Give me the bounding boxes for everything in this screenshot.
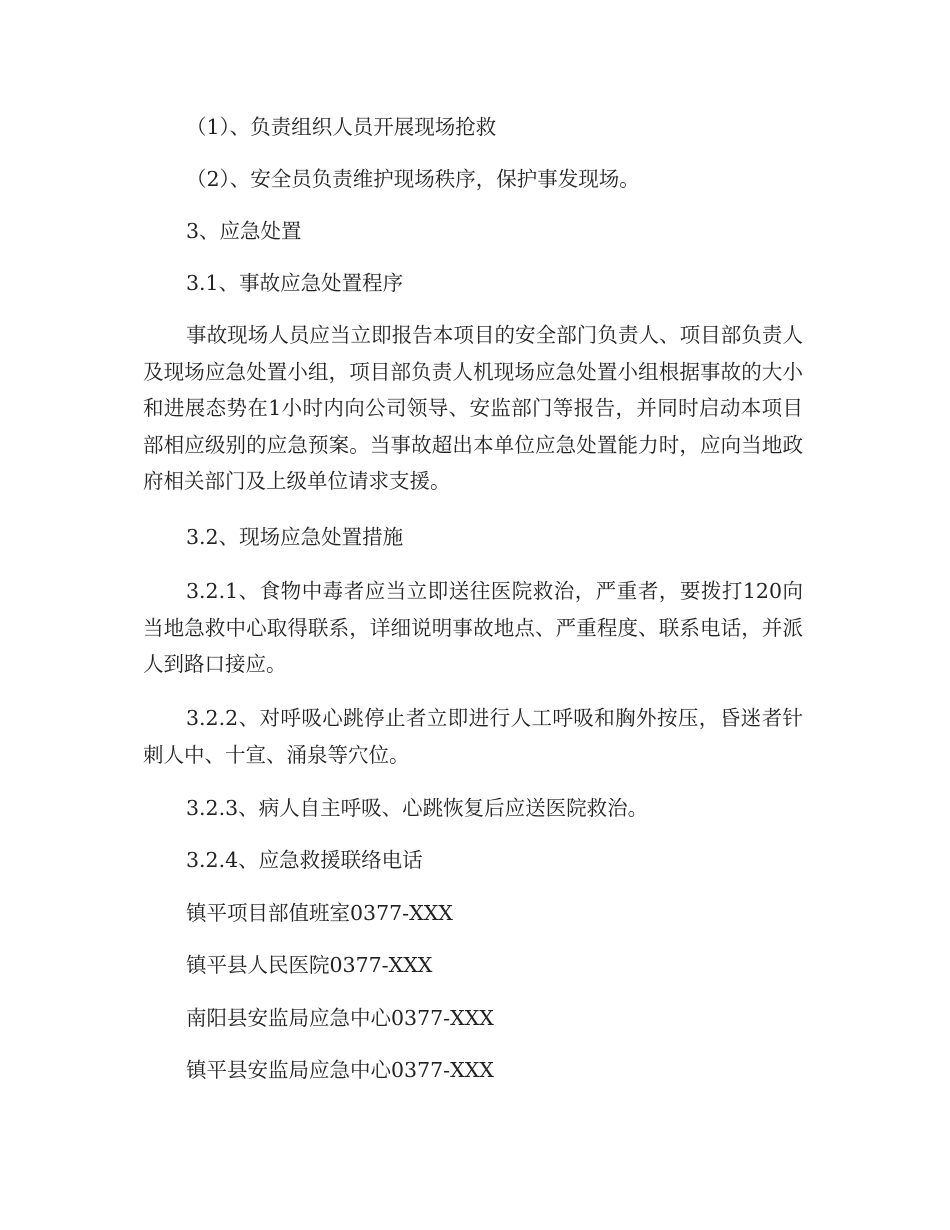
contact-line: 镇平项目部值班室0377-XXX <box>186 901 453 925</box>
paragraph-3-2-2: 3.2.2、对呼吸心跳停止者立即进行人工呼吸和胸外按压，昏迷者针刺人中、十宣、涌泉等穴位。 <box>143 706 803 767</box>
paragraph-3-2-3: 3.2.3、病人自主呼吸、心跳恢复后应送医院救治。 <box>186 796 649 820</box>
list-item-1: （1）、负责组织人员开展现场抢救 <box>186 115 497 139</box>
paragraph-3-2-1: 3.2.1、食物中毒者应当立即送往医院救治，严重者，要拨打120向当地急救中心取得联系，详细说明事故地点、严重程度、联系电话，并派人到路口接应。 <box>143 579 803 676</box>
contact-line: 镇平县人民医院0377-XXX <box>186 953 433 977</box>
subsection-heading-3-1: 3.1、事故应急处置程序 <box>186 271 404 295</box>
list-item-2: （2）、安全员负责维护现场秩序，保护事发现场。 <box>186 167 640 191</box>
paragraph-3-1: 事故现场人员应当立即报告本项目的安全部门负责人、项目部负责人及现场应急处置小组，项目部负责人机现场应急处置小组根据事故的大小和进展态势在1小时内向公司领导、安监部门等报告，并同时启动本项目部相应级别的应急预案。当事故超出本单位应急处置能力时，应向当地政府相关部门及上级单位请求支援。 <box>143 323 803 493</box>
contact-line: 南阳县安监局应急中心0377-XXX <box>186 1006 494 1030</box>
subsection-heading-3-2: 3.2、现场应急处置措施 <box>186 525 404 549</box>
paragraph-3-2-4: 3.2.4、应急救援联络电话 <box>186 848 423 872</box>
contact-line: 镇平县安监局应急中心0377-XXX <box>186 1058 494 1082</box>
section-heading-3: 3、应急处置 <box>186 219 302 243</box>
